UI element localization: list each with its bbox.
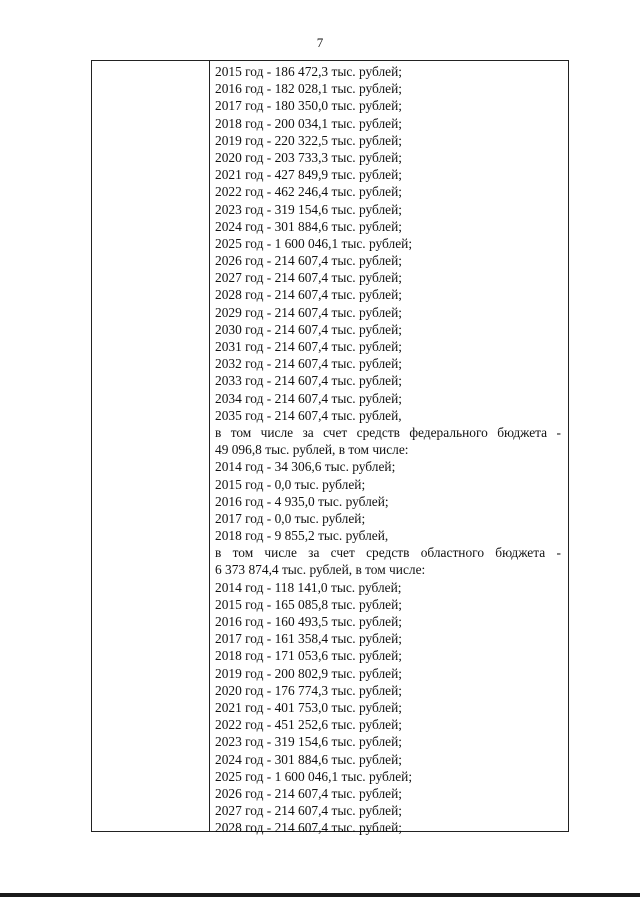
word: том	[230, 424, 252, 440]
budget-line: 2025 год - 1 600 046,1 тыс. рублей;	[215, 235, 413, 251]
budget-line: 2021 год - 401 753,0 тыс. рублей;	[215, 699, 402, 715]
word: бюджета	[497, 424, 548, 440]
word: областного	[420, 545, 485, 561]
budget-line: 2024 год - 301 884,6 тыс. рублей;	[215, 751, 402, 767]
budget-line: 2018 год - 200 034,1 тыс. рублей;	[215, 115, 402, 131]
budget-line: 2015 год - 0,0 тыс. рублей;	[215, 476, 366, 492]
budget-line: 2024 год - 301 884,6 тыс. рублей;	[215, 218, 402, 234]
budget-line: 49 096,8 тыс. рублей, в том числе:	[215, 442, 409, 458]
budget-line: 2023 год - 319 154,6 тыс. рублей;	[215, 734, 402, 750]
word: числе	[260, 424, 294, 440]
budget-line: 2031 год - 214 607,4 тыс. рублей;	[215, 339, 402, 354]
budget-line: 2018 год - 171 053,6 тыс. рублей;	[215, 648, 402, 664]
budget-line: 2027 год - 214 607,4 тыс. рублей;	[215, 270, 402, 286]
budget-line: 2028 год - 214 607,4 тыс. рублей;	[215, 820, 402, 836]
word: средств	[366, 545, 410, 561]
budget-line: 2025 год - 1 600 046,1 тыс. рублей;	[215, 768, 413, 784]
column-divider	[209, 61, 210, 831]
budget-line: 2014 год - 34 306,6 тыс. рублей;	[215, 459, 396, 475]
word: бюджета	[495, 545, 546, 561]
budget-line: 2035 год - 214 607,4 тыс. рублей,	[215, 407, 402, 423]
word: том	[232, 545, 254, 561]
budget-line: 2021 год - 427 849,9 тыс. рублей;	[215, 167, 402, 183]
funding-text-cell	[215, 63, 561, 836]
word: числе	[264, 545, 297, 561]
budget-line: 2023 год - 319 154,6 тыс. рублей;	[215, 201, 402, 217]
budget-line: 2014 год - 118 141,0 тыс. рублей;	[215, 579, 402, 595]
budget-line: 2016 год - 4 935,0 тыс. рублей;	[215, 493, 389, 509]
budget-line: 2022 год - 451 252,6 тыс. рублей;	[215, 717, 402, 733]
word: в	[215, 545, 222, 561]
budget-line: 2019 год - 220 322,5 тыс. рублей;	[215, 132, 402, 148]
budget-line: 2015 год - 165 085,8 тыс. рублей;	[215, 596, 402, 612]
word: федерального	[409, 424, 488, 440]
budget-line: 2030 год - 214 607,4 тыс. рублей;	[215, 321, 402, 337]
budget-line: 2017 год - 161 358,4 тыс. рублей;	[215, 631, 402, 647]
page-number: 7	[316, 35, 324, 50]
budget-line	[215, 424, 561, 441]
word: -	[556, 424, 561, 440]
word: за	[308, 545, 320, 561]
budget-line: 2020 год - 176 774,3 тыс. рублей;	[215, 682, 402, 698]
budget-line: 2032 год - 214 607,4 тыс. рублей;	[215, 356, 402, 372]
budget-line: 2028 год - 214 607,4 тыс. рублей;	[215, 287, 402, 303]
word: счет	[330, 545, 355, 561]
budget-line: 2017 год - 0,0 тыс. рублей;	[215, 510, 366, 526]
budget-line: 2033 год - 214 607,4 тыс. рублей;	[215, 373, 402, 389]
budget-line: 2017 год - 180 350,0 тыс. рублей;	[215, 98, 402, 114]
budget-line: 2018 год - 9 855,2 тыс. рублей,	[215, 528, 389, 544]
budget-line: 2034 год - 214 607,4 тыс. рублей;	[215, 390, 402, 406]
budget-line: 2016 год - 160 493,5 тыс. рублей;	[215, 614, 402, 629]
budget-line: 2015 год - 186 472,3 тыс. рублей;	[215, 64, 402, 79]
word: средств	[356, 424, 400, 440]
budget-line: 2029 год - 214 607,4 тыс. рублей;	[215, 304, 402, 320]
budget-line	[215, 544, 561, 561]
budget-line: 6 373 874,4 тыс. рублей, в том числе:	[215, 562, 426, 578]
word: за	[302, 424, 314, 440]
word: -	[556, 545, 561, 561]
word: в	[215, 424, 222, 440]
budget-line: 2026 год - 214 607,4 тыс. рублей;	[215, 253, 402, 269]
budget-line: 2016 год - 182 028,1 тыс. рублей;	[215, 81, 402, 97]
budget-line: 2022 год - 462 246,4 тыс. рублей;	[215, 184, 402, 200]
funding-table	[91, 60, 569, 836]
budget-line: 2026 год - 214 607,4 тыс. рублей;	[215, 785, 402, 801]
budget-line: 2019 год - 200 802,9 тыс. рублей;	[215, 665, 402, 681]
word: счет	[323, 424, 348, 440]
budget-line: 2020 год - 203 733,3 тыс. рублей;	[215, 149, 402, 165]
budget-line: 2027 год - 214 607,4 тыс. рублей;	[215, 803, 402, 819]
scan-edge-bar	[0, 893, 640, 897]
